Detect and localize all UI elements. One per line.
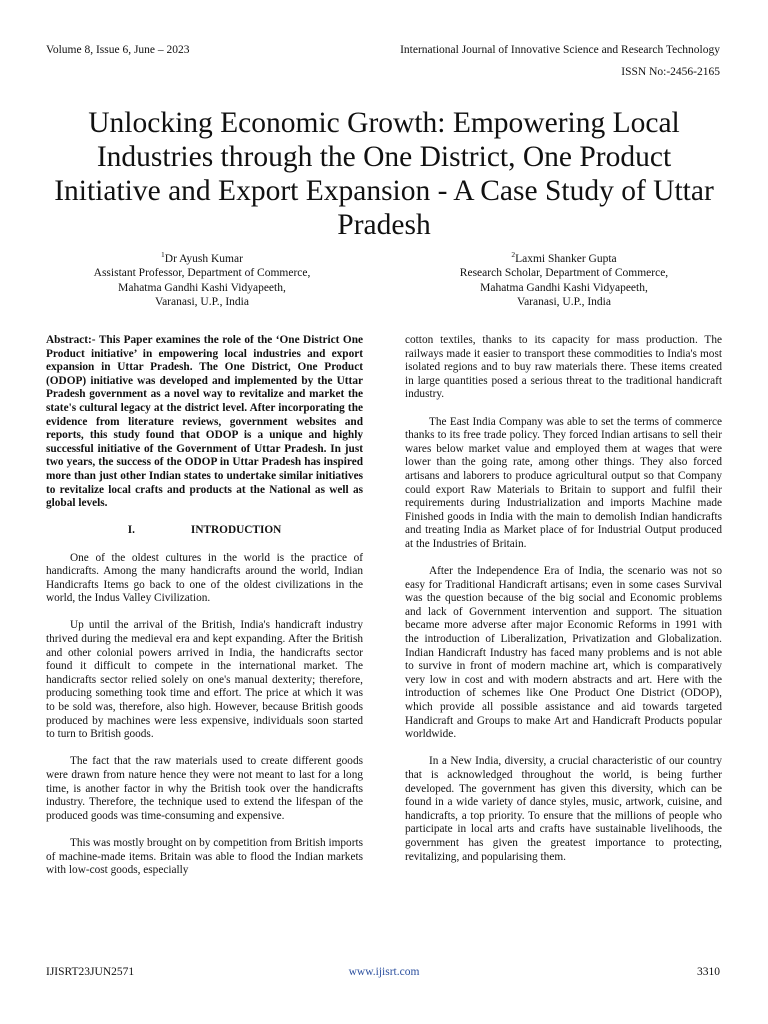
paragraph: This was mostly brought on by competition from British imports of machine-made items. Britain was able to flood the Indian markets with low-cost goods, especially	[46, 836, 363, 877]
author-block-2	[394, 248, 734, 310]
author-location: Varanasi, U.P., India	[517, 296, 611, 309]
right-column	[405, 334, 722, 878]
author-location: Varanasi, U.P., India	[155, 296, 249, 309]
paragraph: The East India Company was able to set the terms of commerce thanks to its free trade policy. They forced Indian artisans to sell their wares below market value and employed them at wages that were lower than the going rate, among other things. They also forced artisans and laborers to produce agricultural output so that Company could export Raw Materials to Britain to support and fulfil their requirements during Industrialization and imports Machine made Finished goods in India with the main to demolish Indian handicrafts and treating India as Market place of for Industrial Output produced at the Industries of Britain.	[405, 415, 722, 550]
left-column	[46, 334, 363, 891]
paragraph: One of the oldest cultures in the world is the practice of handicrafts. Among the many handicrafts around the world, Indian Handicrafts Items go back to one of the oldest civilizations in the world, the Indus Valley Civilization.	[46, 551, 363, 605]
journal-volume: Volume 8, Issue 6, June – 2023	[46, 44, 190, 56]
author-institution: Mahatma Gandhi Kashi Vidyapeeth,	[118, 281, 286, 294]
author-name: Dr Ayush Kumar	[164, 252, 243, 265]
abstract: Abstract:- This Paper examines the role of the ‘One District One Product initiative’ in empowering local industries and export expansion in Uttar Pradesh. The One District, One Product (ODOP) initiative was developed and implemented by the Uttar Pradesh government as a novel way to revitalize and market the state's cultural legacy at the district level. After incorporating the evidence from literature reviews, government websites and reports, this study found that ODOP is a unique and highly successful initiative of the Government of Uttar Pradesh. In just two years, the success of the ODOP in Uttar Pradesh has inspired more than just other Indian states to undertake similar initiatives to revitalize local crafts and products at the National as well as global levels.	[46, 334, 363, 510]
author-superscript: 2	[511, 250, 516, 259]
paper-id: IJISRT23JUN2571	[46, 966, 135, 978]
issn: ISSN No:-2456-2165	[621, 66, 720, 78]
author-institution: Mahatma Gandhi Kashi Vidyapeeth,	[480, 281, 648, 294]
author-name: Laxmi Shanker Gupta	[515, 252, 617, 265]
paragraph: Up until the arrival of the British, India's handicraft industry thrived during the medieval era and kept expanding. After the British and other colonial powers arrived in India, the handicrafts sector found it difficult to compete in the international market. The handicrafts sector relied solely on one's manual dexterity; therefore, producing something took time and effort. The price at which it was to be sold was, therefore, also high. However, because British goods produced by machines were less expensive, individuals soon started to turn to British goods.	[46, 619, 363, 741]
author-role: Research Scholar, Department of Commerce,	[459, 267, 669, 280]
paragraph: The fact that the raw materials used to create different goods were drawn from nature hence they were not meant to last for a long time, is another factor in why the British took over the handicrafts industry. Therefore, the technique used to extend the lifespan of the produced goods was time-consuming and expensive.	[46, 755, 363, 822]
author-superscript: 1	[161, 250, 165, 259]
journal-url-link[interactable]: www.ijisrt.com	[348, 966, 420, 978]
author-block-1	[32, 248, 372, 310]
section-number: I.	[127, 524, 135, 537]
paragraph: In a New India, diversity, a crucial characteristic of our country that is acknowledged throughout the world, is being further developed. The government has given this diversity, which can be found in a wide variety of dance styles, music, artwork, cuisine, and handicrafts, a top priority. To ensure that the millions of people who participate in local arts and crafts have sustainable livelihoods, the government has given the greatest importance to protecting, revitalizing, and popularising them.	[405, 755, 722, 863]
paragraph: After the Independence Era of India, the scenario was not so easy for Traditional Handicraft artisans; even in some cases Survival was the question because of the big social and Economic problems and lack of Government intervention and support. The situation became more adverse after major Economic Reforms in 1991 with the introduction of Liberalization, Privatization and Globalization. Indian Handicraft Industry has faced many problems and is not able to survive in front of modern machine art, which is comparatively very low in cost and with modern abstracts and art. Here with the introduction of schemes like One Product One District (ODOP), which provide all possible assistance and aid towards targeted Handicraft and Groups to make Art and Handicraft Products popular worldwide.	[405, 565, 722, 741]
paper-title: Unlocking Economic Growth: Empowering Local Industries through the One District, One Product Initiative and Export Expansion - A Case Study of Uttar Pradesh	[54, 106, 714, 241]
section-heading	[46, 524, 363, 538]
author-role: Assistant Professor, Department of Commerce,	[93, 267, 311, 280]
page-number: 3310	[697, 966, 720, 978]
section-title: INTRODUCTION	[190, 524, 282, 537]
journal-name: International Journal of Innovative Science and Research Technology	[400, 44, 720, 56]
paragraph-continued: cotton textiles, thanks to its capacity for mass production. The railways made it easier to transport these commodities to India's most isolated regions and to buy raw materials there. These items created in large quantities posed a serious threat to the traditional handicraft industry.	[405, 334, 722, 401]
